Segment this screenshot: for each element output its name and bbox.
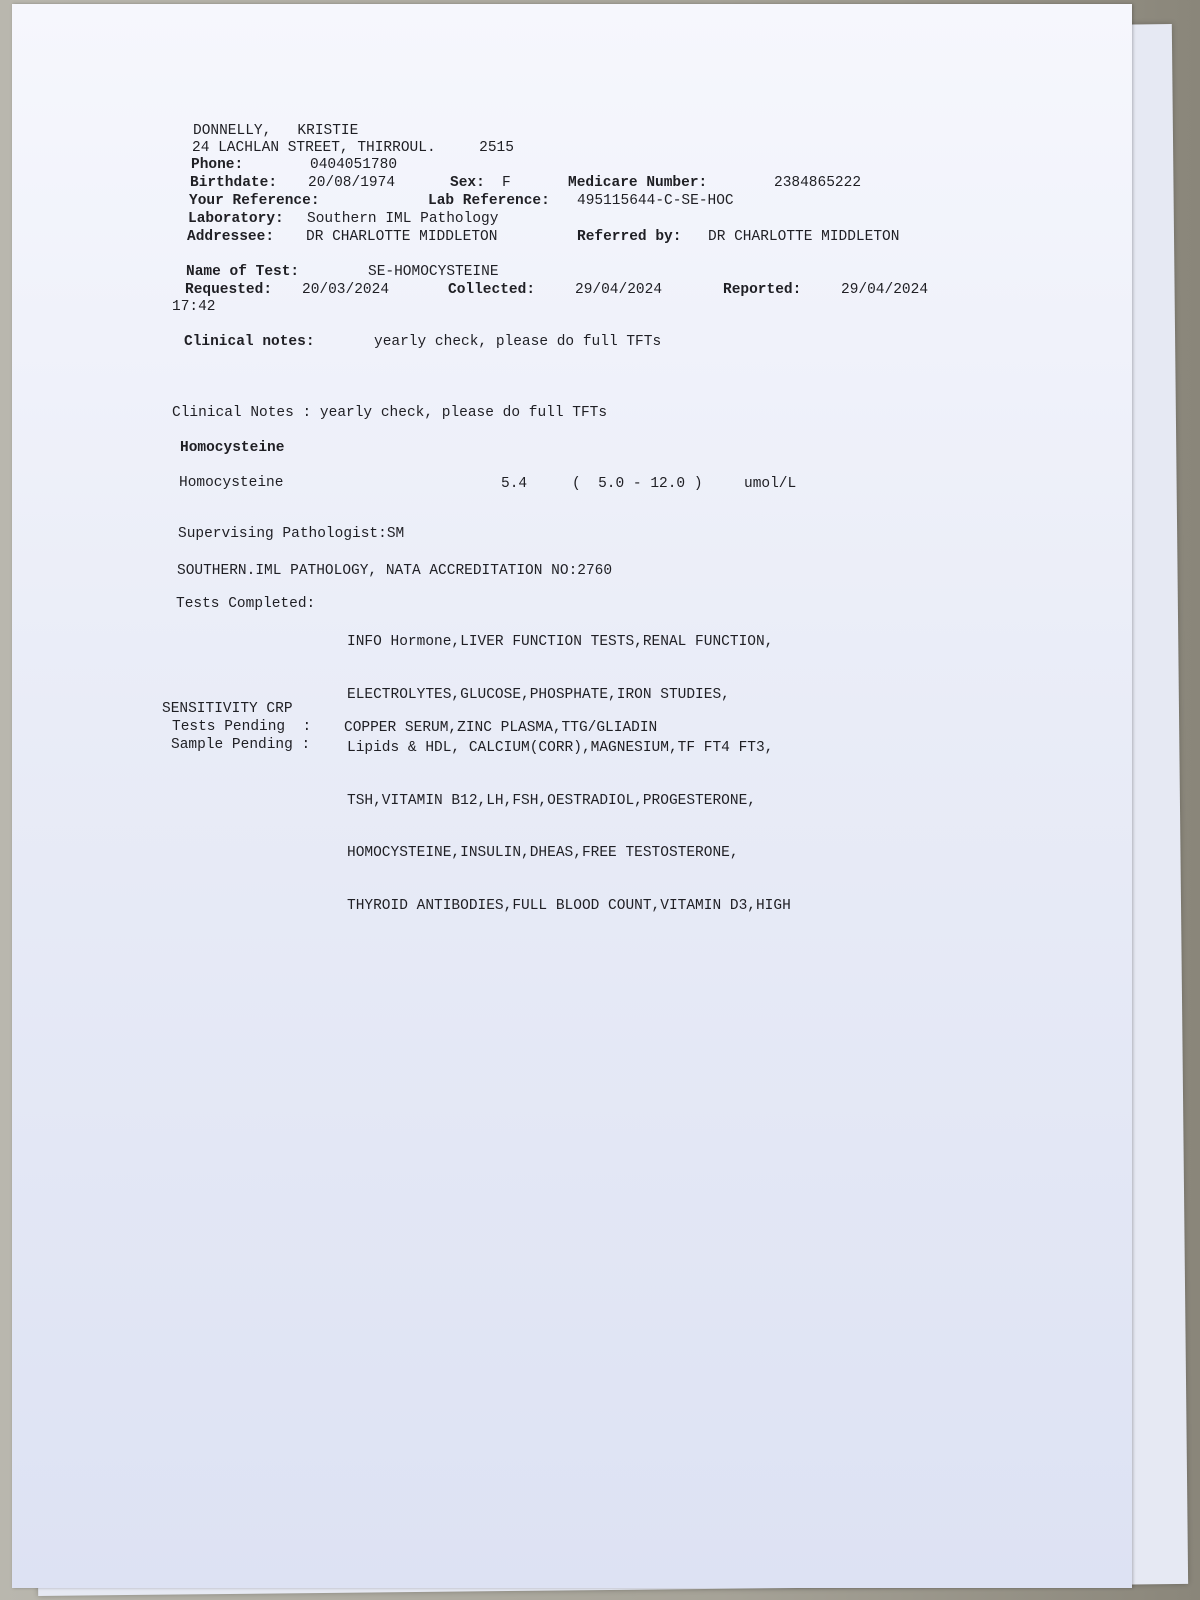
tests-pending-value: COPPER SERUM,ZINC PLASMA,TTG/GLIADIN [344, 720, 658, 736]
lab-reference-label: Lab Reference: [428, 193, 550, 209]
clinical-notes-value: yearly check, please do full TFTs [374, 334, 662, 350]
requested-label: Requested: [185, 282, 273, 298]
laboratory-value: Southern IML Pathology [307, 211, 499, 227]
section-heading: Homocysteine [180, 440, 285, 456]
birthdate-value: 20/08/1974 [308, 175, 396, 191]
sample-pending-label: Sample Pending : [171, 737, 311, 753]
collected-label: Collected: [448, 282, 536, 298]
supervising-pathologist: Supervising Pathologist:SM [178, 526, 405, 542]
referred-by-value: DR CHARLOTTE MIDDLETON [708, 229, 900, 245]
result-range: ( 5.0 - 12.0 ) [572, 476, 703, 492]
accreditation-line: SOUTHERN.IML PATHOLOGY, NATA ACCREDITATION NO:2760 [177, 563, 613, 579]
reported-value: 29/04/2024 [841, 282, 929, 298]
tests-completed-line: HOMOCYSTEINE,INSULIN,DHEAS,FREE TESTOSTERONE, [347, 845, 739, 862]
tests-completed-line: INFO Hormone,LIVER FUNCTION TESTS,RENAL FUNCTION, [347, 634, 774, 651]
report-page [12, 4, 1132, 1588]
sex-value: F [502, 175, 511, 191]
test-name-label: Name of Test: [186, 264, 300, 280]
patient-address: 24 LACHLAN STREET, THIRROUL. 2515 [192, 140, 514, 156]
tests-pending-label: Tests Pending : [172, 719, 312, 735]
reported-time: 17:42 [172, 299, 216, 315]
lab-reference-value: 495115644-C-SE-HOC [577, 193, 734, 209]
referred-by-label: Referred by: [577, 229, 682, 245]
collected-value: 29/04/2024 [575, 282, 663, 298]
result-name: Homocysteine [179, 475, 284, 491]
clinical-notes-line: Clinical Notes : yearly check, please do full TFTs [172, 405, 608, 421]
birthdate-label: Birthdate: [190, 175, 278, 191]
addressee-value: DR CHARLOTTE MIDDLETON [306, 229, 498, 245]
addressee-label: Addressee: [187, 229, 275, 245]
tests-completed-line: THYROID ANTIBODIES,FULL BLOOD COUNT,VITAMIN D3,HIGH [347, 898, 791, 915]
phone-value: 0404051780 [310, 157, 398, 173]
test-name-value: SE-HOMOCYSTEINE [368, 264, 499, 280]
tests-completed-line: Lipids & HDL, CALCIUM(CORR),MAGNESIUM,TF FT4 FT3, [347, 739, 774, 756]
clinical-notes-label: Clinical notes: [184, 334, 315, 350]
patient-name: DONNELLY, KRISTIE [193, 123, 359, 139]
tests-completed-line: TSH,VITAMIN B12,LH,FSH,OESTRADIOL,PROGESTERONE, [347, 792, 756, 809]
medicare-label: Medicare Number: [568, 175, 708, 191]
medicare-value: 2384865222 [774, 175, 862, 191]
reported-label: Reported: [723, 282, 802, 298]
sex-label: Sex: [450, 175, 485, 191]
laboratory-label: Laboratory: [188, 211, 284, 227]
sensitivity-line: SENSITIVITY CRP [162, 701, 293, 717]
tests-completed-line: ELECTROLYTES,GLUCOSE,PHOSPHATE,IRON STUDIES, [347, 686, 730, 703]
tests-completed-list [347, 599, 791, 951]
tests-completed-label: Tests Completed: [176, 596, 316, 612]
result-value: 5.4 [501, 476, 528, 492]
your-reference-label: Your Reference: [189, 193, 320, 209]
result-units: umol/L [744, 476, 797, 492]
requested-value: 20/03/2024 [302, 282, 390, 298]
phone-label: Phone: [191, 157, 244, 173]
